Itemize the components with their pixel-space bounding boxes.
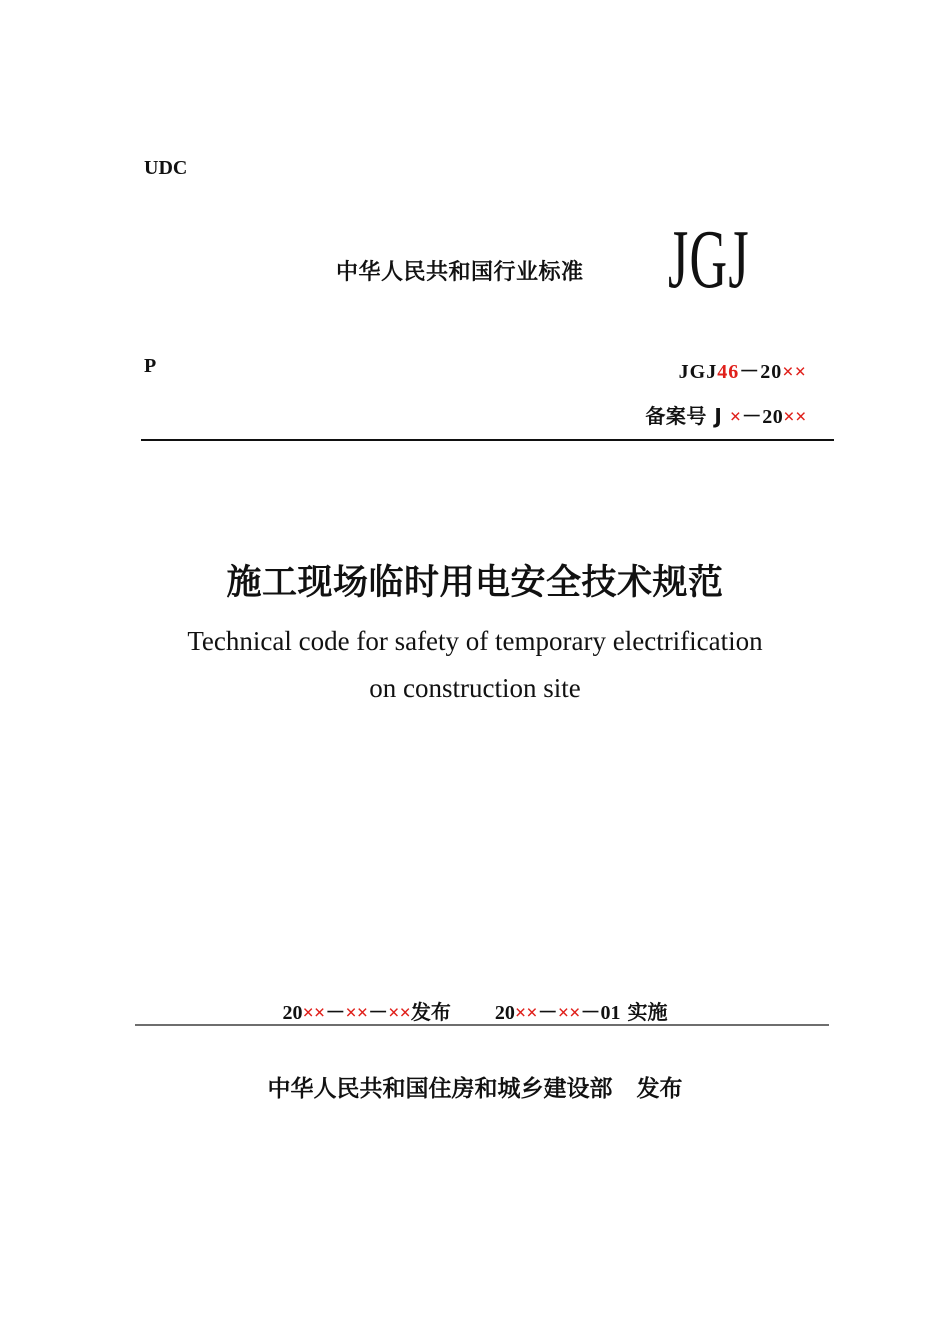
dates-line	[0, 996, 950, 1025]
dash: －	[368, 1002, 389, 1024]
implement-date	[495, 1002, 668, 1024]
document-title-chinese: 施工现场临时用电安全技术规范	[226, 563, 724, 603]
top-divider	[141, 439, 834, 441]
year-placeholder: ××	[783, 406, 807, 428]
implement-year-prefix: 20	[494, 1002, 515, 1024]
publisher-line	[0, 1070, 950, 1103]
bottom-divider	[135, 1024, 829, 1026]
record-number	[645, 400, 807, 429]
standard-number-value: 46	[717, 361, 740, 383]
standard-prefix: JGJ	[678, 361, 718, 383]
issue-month-placeholder: ××	[345, 1002, 369, 1024]
issue-day-placeholder: ××	[388, 1002, 411, 1024]
classification-label: P	[144, 355, 157, 377]
record-placeholder: ×	[729, 406, 742, 428]
record-label: 备案号 J	[645, 404, 730, 428]
standard-category: 中华人民共和国行业标准	[336, 260, 584, 285]
year-placeholder: ××	[782, 361, 807, 383]
document-title-english-line2: on construction site	[369, 673, 581, 703]
issue-year-placeholder: ××	[302, 1002, 326, 1024]
implement-label: 实施	[620, 1000, 668, 1024]
dash: －	[741, 406, 763, 428]
implement-month-placeholder: ××	[557, 1002, 581, 1024]
issue-date	[283, 1002, 451, 1024]
dash: －	[325, 1002, 346, 1024]
year-prefix: 20	[760, 361, 783, 383]
dash: －	[580, 1002, 601, 1024]
implement-day: 01	[600, 1002, 621, 1024]
publisher-name: 中华人民共和国住房和城乡建设部	[267, 1076, 613, 1102]
implement-year-placeholder: ××	[514, 1002, 538, 1024]
udc-label: UDC	[144, 157, 188, 179]
year-prefix: 20	[762, 406, 784, 428]
issue-label: 发布	[410, 1000, 451, 1024]
document-title-english-line1: Technical code for safety of temporary electrification	[187, 626, 763, 656]
publish-action: 发布	[636, 1076, 683, 1102]
issue-year-prefix: 20	[282, 1002, 303, 1024]
dash: －	[739, 361, 761, 383]
dash: －	[537, 1002, 558, 1024]
standard-number	[679, 355, 807, 384]
jgj-logo: JGJ	[668, 213, 750, 306]
